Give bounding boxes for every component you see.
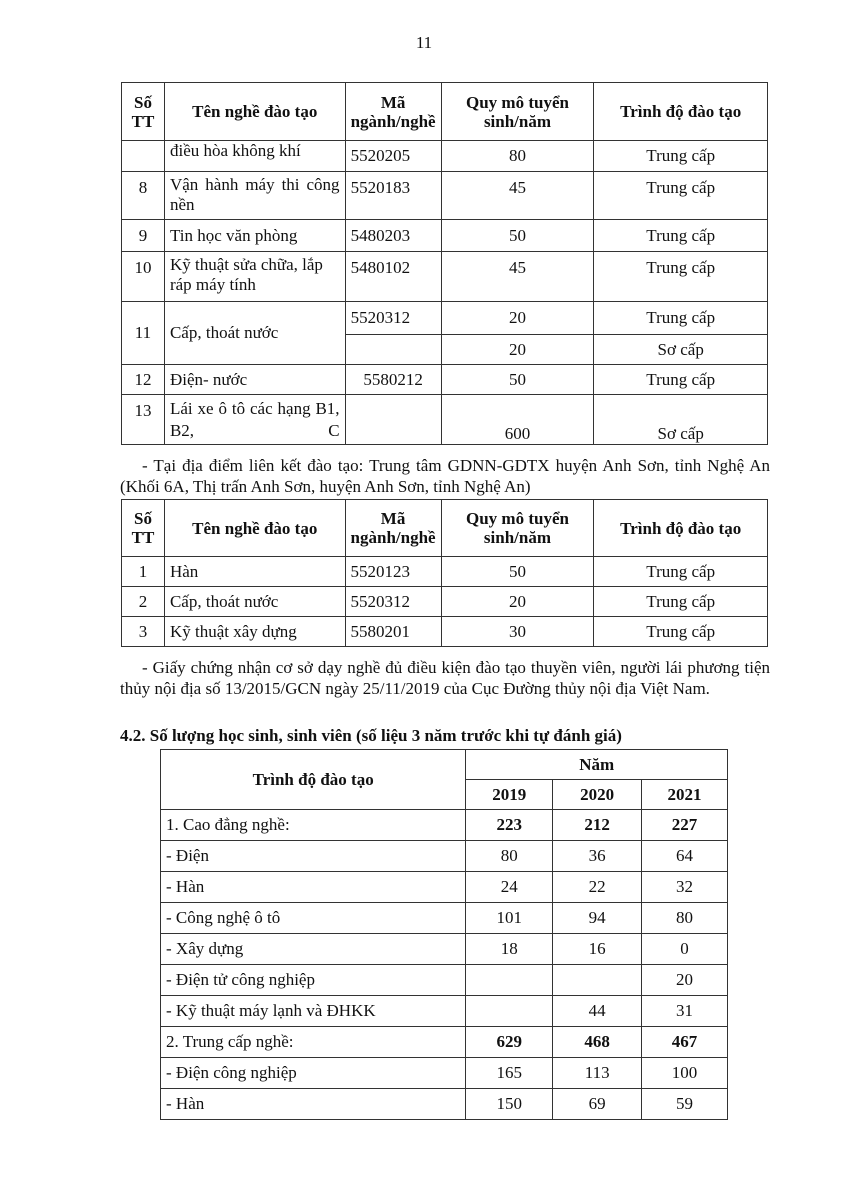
linked-location-table [121,499,768,647]
col-2021: 2021 [642,780,728,810]
table-row: điều hòa không khí 5520205 80 Trung cấp [122,141,768,172]
col-level: Trình độ đào tạo [594,83,768,141]
certificate-paragraph: - Giấy chứng nhận cơ sở dạy nghề đủ điều kiện đào tạo thuyền viên, người lái phương tiện thủy nội địa số 13/2015/GCN ngày 25/11/2019 của Cục Đường thủy nội địa Việt Nam. [120,658,770,698]
col-stt: Số TT [122,500,165,557]
section-heading: 4.2. Số lượng học sinh, sinh viên (số liệu 3 năm trước khi tự đánh giá) [120,726,622,745]
page-number: 11 [415,33,433,52]
table-row: 13 Lái xe ô tô các hạng B1, B2, C 600 Sơ cấp [122,395,768,445]
table-row: 20 Sơ cấp [122,335,768,365]
student-count-table [160,749,728,1120]
col-quota: Quy mô tuyển sinh/năm [441,500,594,557]
col-code: Mã ngành/nghề [345,500,441,557]
location-paragraph: - Tại địa điểm liên kết đào tạo: Trung tâm GDNN-GDTX huyện Anh Sơn, tỉnh Nghệ An (Khối 6A, Thị trấn Anh Sơn, huyện Anh Sơn, tỉnh Nghệ An) [120,456,770,496]
table-row: 10 Kỹ thuật sửa chữa, lắp ráp máy tính 5480102 45 Trung cấp [122,252,768,302]
table-row: - Xây dựng 18 16 0 [161,934,728,965]
col-code: Mã ngành/nghề [345,83,441,141]
table-row: - Điện 80 36 64 [161,841,728,872]
col-stt: Số TT [122,83,165,141]
table-row: 2. Trung cấp nghề: 629 468 467 [161,1027,728,1058]
table-row: 2 Cấp, thoát nước 5520312 20 Trung cấp [122,587,768,617]
table-row: - Điện công nghiệp 165 113 100 [161,1058,728,1089]
table-row: 1. Cao đẳng nghề: 223 212 227 [161,810,728,841]
table-row: - Kỹ thuật máy lạnh và ĐHKK 44 31 [161,996,728,1027]
col-year: Năm [466,750,728,780]
table-row: 9 Tin học văn phòng 5480203 50 Trung cấp [122,220,768,252]
table-row: 11 Cấp, thoát nước 5520312 20 Trung cấp [122,302,768,335]
table-row: - Công nghệ ô tô 101 94 80 [161,903,728,934]
col-2020: 2020 [553,780,642,810]
table-row: - Hàn 150 69 59 [161,1089,728,1120]
table-row: - Hàn 24 22 32 [161,872,728,903]
col-name: Tên nghề đào tạo [164,500,345,557]
table-row: 8 Vận hành máy thi công nền 5520183 45 Trung cấp [122,172,768,220]
table-row: 12 Điện- nước 5580212 50 Trung cấp [122,365,768,395]
table-row: - Điện tử công nghiệp 20 [161,965,728,996]
col-name: Tên nghề đào tạo [164,83,345,141]
table-row: 3 Kỹ thuật xây dựng 5580201 30 Trung cấp [122,617,768,647]
training-programs-table [121,82,768,445]
col-level: Trình độ đào tạo [161,750,466,810]
table-row: 1 Hàn 5520123 50 Trung cấp [122,557,768,587]
col-quota: Quy mô tuyển sinh/năm [441,83,594,141]
col-2019: 2019 [466,780,553,810]
col-level: Trình độ đào tạo [594,500,768,557]
